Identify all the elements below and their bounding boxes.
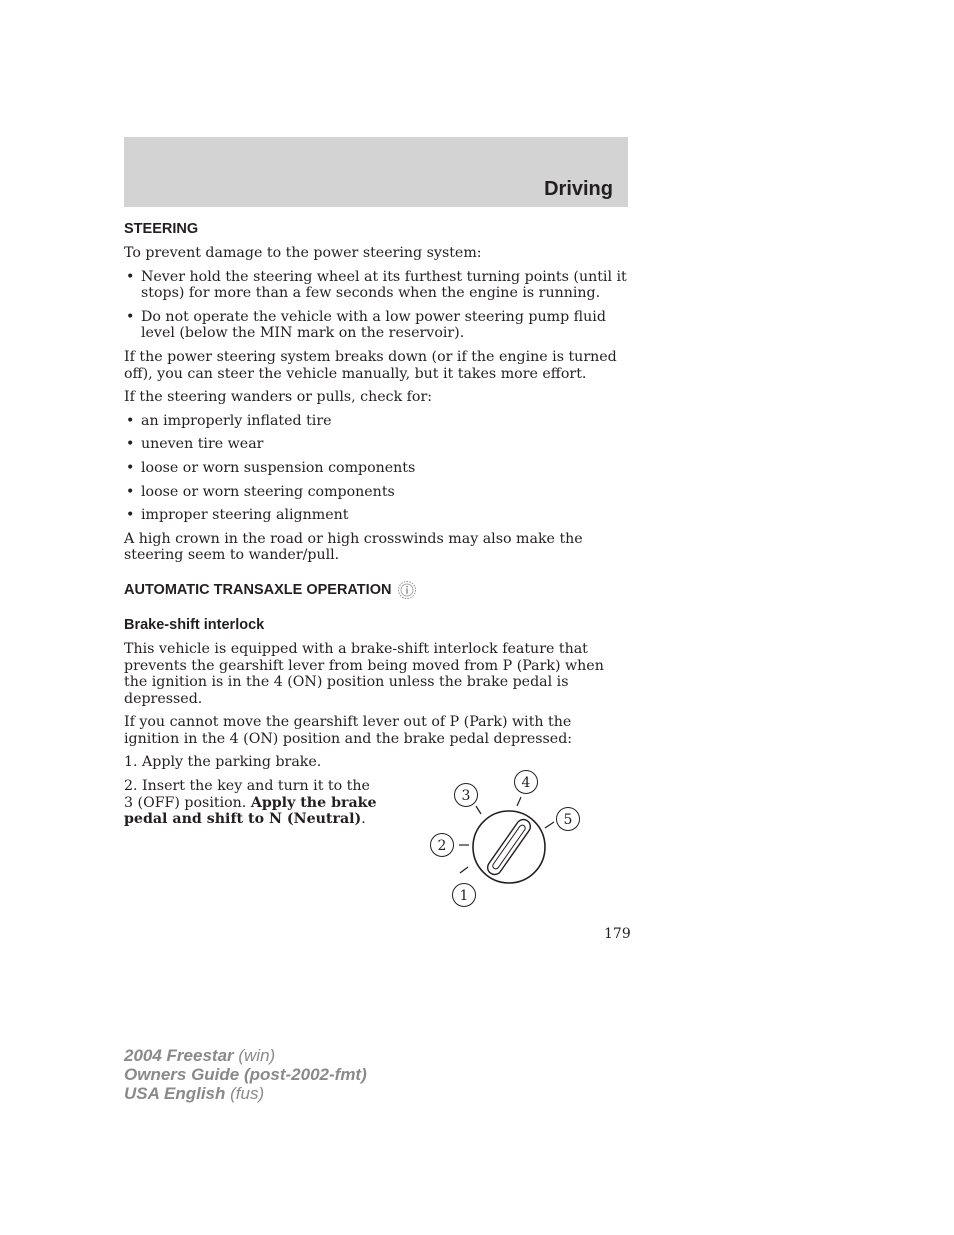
list-item: • uneven tire wear <box>124 436 630 453</box>
brake-shift-subheading: Brake-shift interlock <box>124 616 265 633</box>
info-icon <box>397 580 417 600</box>
page-number: 179 <box>604 926 631 942</box>
steering-crown: A high crown in the road or high crosswinds may also make the steering seem to wander/pull. <box>124 530 583 564</box>
ignition-key-diagram <box>418 764 594 914</box>
steering-checks <box>124 413 630 524</box>
position-label-4: 4 <box>521 775 531 791</box>
list-item: • an improperly inflated tire <box>124 413 630 430</box>
transaxle-heading: AUTOMATIC TRANSAXLE OPERATION <box>124 581 392 598</box>
section-title: Driving <box>544 178 613 200</box>
interlock-para-1: This vehicle is equipped with a brake-shift interlock feature that prevents the gearshift lever from being moved from P (Park) when the ignition is in the 4 (ON) position unless the brake pedal is depressed. <box>124 640 604 707</box>
list-item: • loose or worn steering components <box>124 484 630 501</box>
list-item: • Never hold the steering wheel at its furthest turning points (until it stops) for more than a few seconds when the engine is running. <box>124 269 630 302</box>
position-label-1: 1 <box>459 888 469 904</box>
steering-bullets <box>124 269 630 342</box>
transaxle-heading-row <box>124 580 630 600</box>
steering-breakdown: If the power steering system breaks down (or if the engine is turned off), you can steer the vehicle manually, but it takes more effort. <box>124 348 617 382</box>
interlock-para-2: If you cannot move the gearshift lever out of P (Park) with the ignition in the 4 (ON) position and the brake pedal depressed: <box>124 714 573 747</box>
footer-line-3: USA English (fus) <box>124 1084 265 1103</box>
page-content <box>124 220 630 828</box>
step-2-emphasis: Apply the brake pedal and shift to N (Neutral) <box>124 794 377 828</box>
step-1: 1. Apply the parking brake. <box>124 754 322 771</box>
footer-line-1: 2004 Freestar (win) <box>124 1046 276 1065</box>
position-label-5: 5 <box>563 812 573 828</box>
section-header-band <box>124 137 628 207</box>
list-item: • Do not operate the vehicle with a low power steering pump fluid level (below the MIN mark on the reservoir). <box>124 309 630 342</box>
list-item: • loose or worn suspension components <box>124 460 630 477</box>
position-label-3: 3 <box>461 788 471 804</box>
steering-intro: To prevent damage to the power steering system: <box>124 245 482 261</box>
step-2: 2. Insert the key and turn it to the 3 (OFF) position. Apply the brake pedal and shift to N (Neutral). <box>124 778 377 828</box>
list-item: • improper steering alignment <box>124 507 630 524</box>
document-footer <box>124 1046 367 1103</box>
position-label-2: 2 <box>437 838 447 854</box>
footer-line-2: Owners Guide (post-2002-fmt) <box>124 1065 367 1084</box>
steering-heading: STEERING <box>124 221 199 237</box>
steering-wander-intro: If the steering wanders or pulls, check for: <box>124 389 433 406</box>
